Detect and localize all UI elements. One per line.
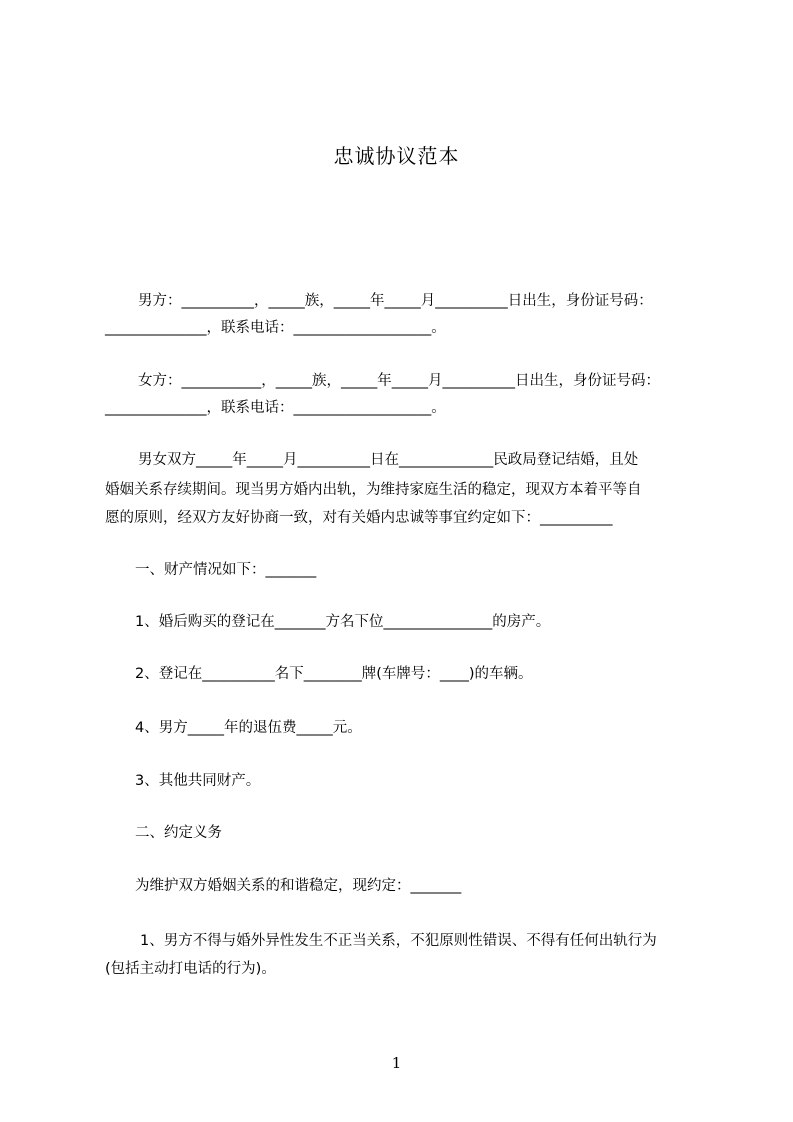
intro-line-2: 婚姻关系存续期间。现当男方婚内出轨，为维持家庭生活的稳定，现双方本着平等自 <box>105 482 642 498</box>
property-item-2: 2、登记在__________名下________牌(车牌号：____)的车辆。 <box>135 666 533 682</box>
intro-line-1: 男女双方_____年_____月__________日在_____________民政局登记结婚，且处 <box>138 452 639 468</box>
intro-line-3: 愿的原则，经双方友好协商一致，对有关婚内忠诚等事宜约定如下：__________ <box>105 510 613 526</box>
wife-info-line-2: ______________，联系电话：___________________。 <box>105 400 446 416</box>
duty-1-line-1: 1、男方不得与婚外异性发生不正当关系，不犯原则性错误、不得有任何出轨行为 <box>140 933 657 949</box>
husband-info-line-2: ______________，联系电话：___________________。 <box>105 320 446 336</box>
duty-1-line-2: (包括主动打电话的行为)。 <box>105 961 276 977</box>
property-item-3: 3、其他共同财产。 <box>135 773 261 789</box>
section-2-intro: 为维护双方婚姻关系的和谐稳定，现约定：_______ <box>135 878 462 894</box>
page-number: 1 <box>391 1054 402 1072</box>
property-item-4: 4、男方_____年的退伍费_____元。 <box>135 720 362 736</box>
husband-info-line-1: 男方：__________，_____族，_____年_____月__________日出生，身份证号码： <box>138 293 653 309</box>
property-item-1: 1、婚后购买的登记在_______方名下位_______________的房产。 <box>135 614 551 630</box>
wife-info-line-1: 女方：___________，_____族，_____年_____月__________日出生，身份证号码： <box>138 373 660 389</box>
section-1-heading: 一、财产情况如下：_______ <box>135 562 317 578</box>
document-title: 忠诚协议范本 <box>333 144 460 168</box>
section-2-heading: 二、约定义务 <box>135 825 222 841</box>
